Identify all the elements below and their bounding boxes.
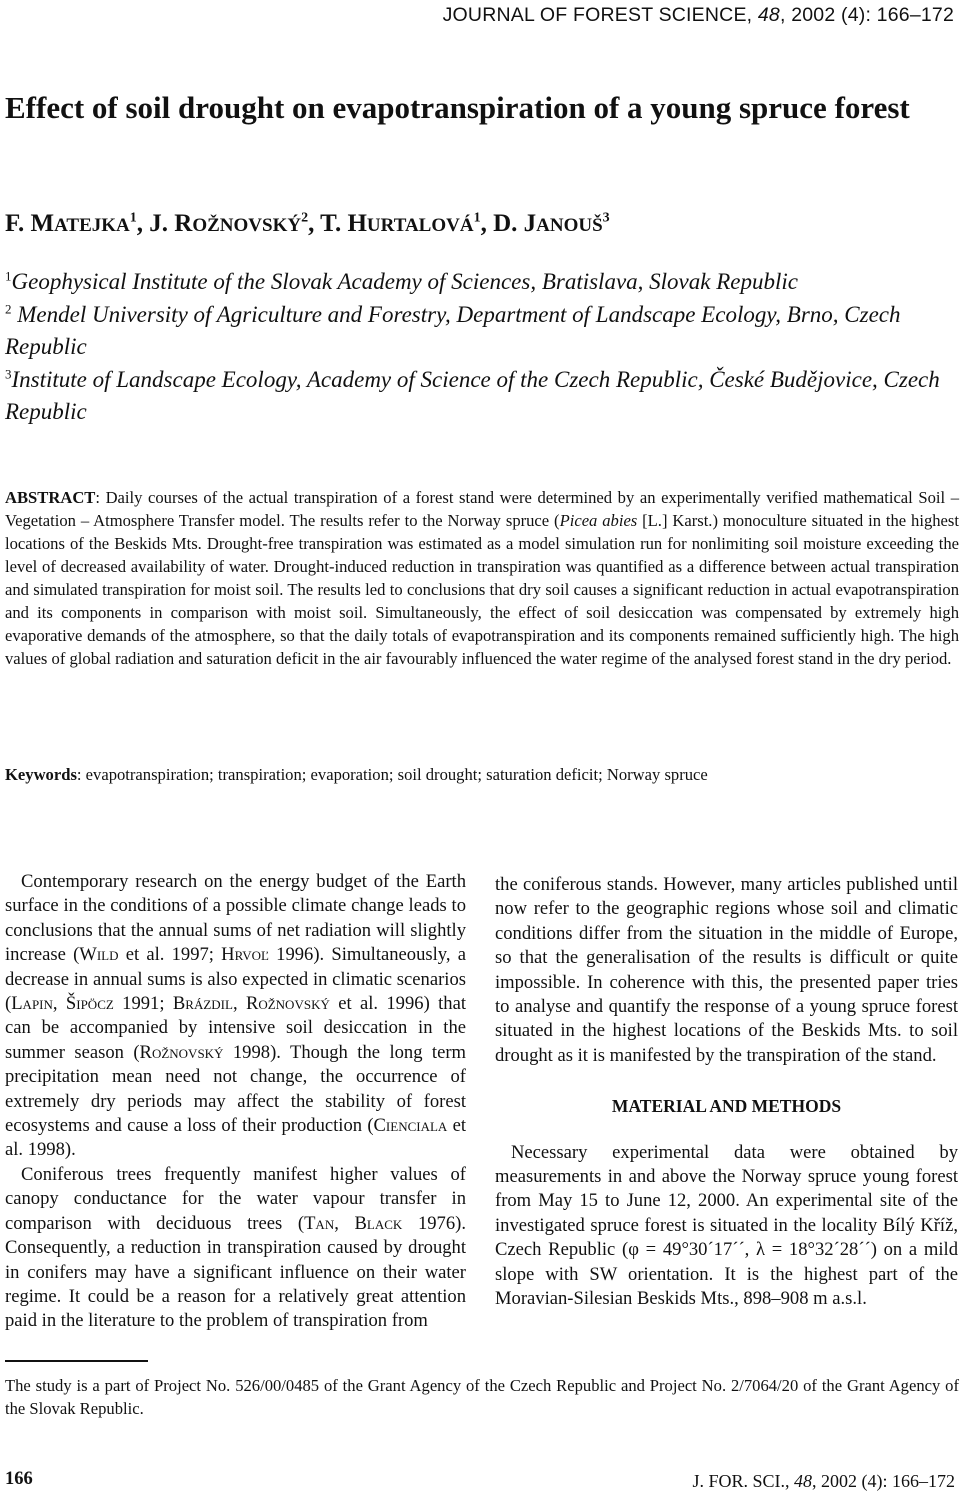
author: D. JANOUŠ$^3$: [493, 210, 610, 237]
footer-citation: J. FOR. SCI., 48, 2002 (4): 166–172: [692, 1471, 955, 1491]
section-heading: MATERIAL AND METHODS: [611, 1096, 842, 1117]
abstract: ABSTRACT: Daily courses of the actual transpiration of a forest stand were determined by an experimentally verified mathematical Soil – Vegetation – Atmosphere Transfer model. The results refer to the Norway spruce (Picea abies [L.] Karst.) monoculture situated in the highest locations of the Beskids Mts. Drought-free transpiration was estimated as a model simulation run for nonlimiting soil moisture exceeding the level of decreased availability of water. Drought-induced reduction in transpiration was quantified as a difference between actual transpiration and simulated transpiration for moist soil. The results led to conclusions that dry soil causes a significant reduction in actual evapotranspiration and its components in comparison with moist soil. Simultaneously, the effect of soil desiccation was compensated by extremely high evaporative demands of the atmosphere, so that the daily totals of evapotranspiration and its components remained sufficiently high. The high values of global radiation and saturation deficit in the air favourably influenced the water regime of the analysed forest stand in the dry period.: [5, 488, 959, 668]
page-number: 166: [5, 1469, 33, 1489]
keywords: Keywords: evapotranspiration; transpiration; evaporation; soil drought; saturation deficit; Norway spruce: [5, 765, 708, 784]
body-column-right: [495, 873, 958, 1312]
body-paragraph: Contemporary research on the energy budget of the Earth surface in the conditions of a possible climate change leads to conclusions that the annual sums of net radiation will slightly increase (Wild et al. 1997; Hrvoľ 1996). Simultaneously, a decrease in annual sums is also expected in climatic scenarios (Lapin, Šipöcz 1991; Brázdil, Rožnovský et al. 1996) that can be accompanied by intensive soil desiccation in the summer season (Rožnovský 1998). Though the long term precipitation mean need not change, the occurrence of extremely dry periods may affect the stability of forest ecosystems and cause a loss of their production (Cienciala et al. 1998).: [5, 871, 467, 1161]
journal-name: JOURNAL OF FOREST SCIENCE,: [442, 4, 758, 26]
footnote-rule: [5, 1360, 148, 1362]
journal-issue: , 2002 (4): 166–172: [779, 4, 954, 26]
running-head: [443, 4, 954, 27]
affiliation: $^2$ Mendel University of Agriculture and Forestry, Department of Landscape Ecology, Brno, Czech Republic: [5, 300, 901, 359]
footnote: The study is a part of Project No. 526/00/0485 of the Grant Agency of the Czech Republic and Project No. 2/7064/20 of the Grant Agency of the Slovak Republic.: [5, 1376, 959, 1418]
article-title: Effect of soil drought on evapotranspiration of a young spruce forest: [5, 90, 910, 125]
affiliation: $^1$Geophysical Institute of the Slovak Academy of Sciences, Bratislava, Slovak Republic: [5, 268, 798, 294]
affiliation: $^3$Institute of Landscape Ecology, Academy of Science of the Czech Republic, České Budějovice, Czech Republic: [5, 365, 940, 424]
body-paragraph: the coniferous stands. However, many articles published until now refer to the geographic regions whose soil and climatic conditions differ from the situation in the middle of Europe, so that the generalisation of the results is difficult or quite impossible. In coherence with this, the presented paper tries to analyse and quantify the response of a young spruce forest situated in the highest locations of the Beskids Mts. to soil drought as it is manifested by the transpiration of the stand.: [495, 874, 958, 1066]
author: J. ROŽNOVSKÝ$^2$,: [149, 210, 321, 237]
abstract-label: ABSTRACT: [5, 488, 96, 507]
body-paragraph: Coniferous trees frequently manifest higher values of canopy conductance for the water vapour transfer in comparison with deciduous trees (Tan, Black 1976). Consequently, a reduction in transpiration caused by drought in conifers may have a significant influence on their water regime. It could be a reason for a relatively great attention paid in the literature to the problem of transpiration from: [5, 1163, 466, 1332]
author: T. HURTALOVÁ$^1$,: [320, 210, 494, 237]
affiliations: [5, 266, 945, 429]
journal-volume: 48: [757, 4, 780, 26]
author: F. MATEJKA$^1$,: [5, 210, 150, 237]
body-column-left: [5, 870, 466, 1334]
author-list: [5, 210, 610, 238]
body-paragraph: Necessary experimental data were obtained by measurements in and above the Norway spruce young forest from May 15 to June 12, 2000. An experimental site of the investigated spruce forest is situated in the locality Bílý Kříž, Czech Republic (φ = 49°30´17´´, λ = 18°32´28´´) on a mild slope with SW orientation. It is the highest part of the Moravian-Silesian Beskids Mts., 898–908 m a.s.l.: [495, 1141, 958, 1310]
species-name: Picea abies: [559, 511, 638, 530]
keywords-label: Keywords: [5, 765, 77, 784]
